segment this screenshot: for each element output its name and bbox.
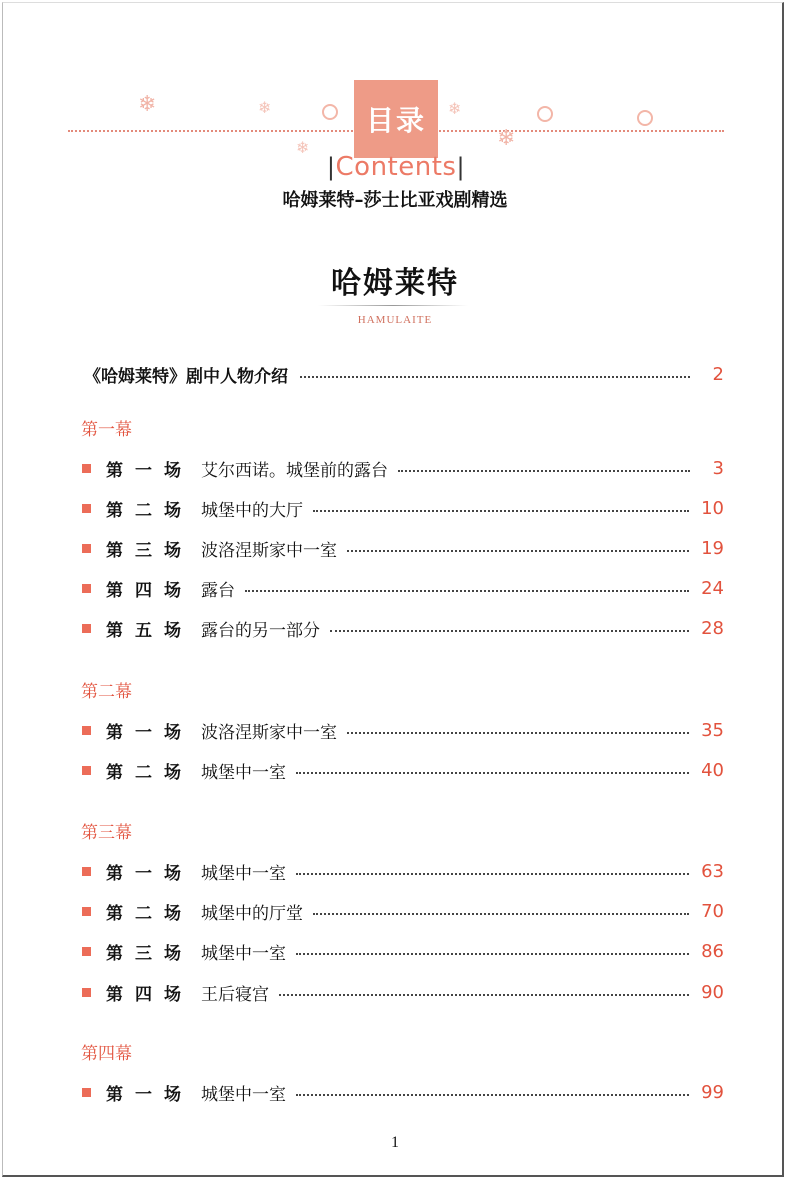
snowflake-icon: ❄ bbox=[497, 126, 516, 151]
dot-leader bbox=[313, 510, 689, 512]
toc-page-number: 2 bbox=[712, 363, 724, 385]
toc-row-scene[interactable] bbox=[80, 938, 724, 964]
scene-number: 第四场 bbox=[106, 580, 193, 601]
scene-number: 第一场 bbox=[106, 722, 193, 743]
scene-title: 城堡中的大厅 bbox=[201, 500, 303, 521]
scene-number: 第二场 bbox=[106, 903, 193, 924]
scene-title: 艾尔西诺。城堡前的露台 bbox=[201, 460, 388, 481]
play-title-romanized: HAMULAITE bbox=[357, 314, 433, 326]
dot-leader bbox=[296, 873, 689, 875]
scene-number: 第四场 bbox=[106, 984, 193, 1005]
bullet-icon bbox=[82, 867, 91, 876]
toc-page-number: 70 bbox=[701, 900, 724, 922]
play-title: 哈姆莱特 bbox=[331, 266, 459, 301]
bullet-icon bbox=[82, 907, 91, 916]
toc-page-number: 40 bbox=[701, 759, 724, 781]
scene-title: 城堡中一室 bbox=[201, 863, 286, 884]
book-subtitle: 哈姆莱特–莎士比亚戏剧精选 bbox=[282, 190, 508, 211]
act-label: 第三幕 bbox=[81, 823, 132, 843]
toc-row-scene[interactable] bbox=[80, 858, 724, 884]
toc-row-scene[interactable] bbox=[80, 717, 724, 743]
dot-leader bbox=[398, 470, 690, 472]
toc-page-number: 28 bbox=[701, 617, 724, 639]
bullet-icon bbox=[82, 544, 91, 553]
bullet-icon bbox=[82, 947, 91, 956]
contents-heading bbox=[318, 152, 474, 182]
contents-label: Contents bbox=[335, 152, 457, 182]
snowflake-icon: ❄ bbox=[138, 92, 157, 117]
scene-number: 第一场 bbox=[106, 863, 193, 884]
snowflake-icon: ❄ bbox=[258, 98, 272, 117]
dot-leader bbox=[347, 550, 689, 552]
bullet-icon bbox=[82, 464, 91, 473]
toc-heading: 目录 bbox=[365, 104, 426, 137]
toc-page-number: 90 bbox=[701, 981, 724, 1003]
dot-leader bbox=[279, 994, 689, 996]
scene-title: 王后寝宫 bbox=[201, 984, 269, 1005]
scene-number: 第二场 bbox=[106, 500, 193, 521]
bullet-icon bbox=[82, 584, 91, 593]
bullet-icon bbox=[82, 766, 91, 775]
toc-page-number: 3 bbox=[712, 457, 724, 479]
toc-row-scene[interactable] bbox=[80, 575, 724, 601]
scene-title: 城堡中一室 bbox=[201, 943, 286, 964]
toc-page-number: 24 bbox=[701, 577, 724, 599]
toc-row-scene[interactable] bbox=[80, 495, 724, 521]
snowflake-icon: ❄ bbox=[296, 138, 310, 157]
bullet-icon bbox=[82, 988, 91, 997]
dot-leader bbox=[300, 376, 690, 378]
dot-leader bbox=[296, 772, 689, 774]
scene-number: 第二场 bbox=[106, 762, 193, 783]
toc-row-scene[interactable] bbox=[80, 455, 724, 481]
scene-title: 波洛涅斯家中一室 bbox=[201, 722, 337, 743]
toc-row-scene[interactable] bbox=[80, 898, 724, 924]
dot-leader bbox=[347, 732, 689, 734]
scene-title: 城堡中的厅堂 bbox=[201, 903, 303, 924]
act-label: 第一幕 bbox=[81, 420, 132, 440]
toc-page-number: 86 bbox=[701, 940, 724, 962]
toc-row-scene[interactable] bbox=[80, 615, 724, 641]
snowflake-icon: ❄ bbox=[448, 99, 462, 118]
scene-title: 城堡中一室 bbox=[201, 1084, 286, 1105]
dot-leader bbox=[296, 1094, 689, 1096]
scene-title: 露台的另一部分 bbox=[201, 620, 320, 641]
toc-page-number: 19 bbox=[701, 537, 724, 559]
dot-leader bbox=[330, 630, 689, 632]
toc-page-number: 63 bbox=[701, 860, 724, 882]
toc-intro-title: 《哈姆莱特》剧中人物介绍 bbox=[84, 366, 288, 387]
scene-number: 第三场 bbox=[106, 943, 193, 964]
separator-right: | bbox=[456, 153, 466, 181]
toc-row-intro[interactable] bbox=[80, 361, 724, 387]
act-label: 第二幕 bbox=[81, 682, 132, 702]
toc-row-scene[interactable] bbox=[80, 757, 724, 783]
toc-heading-box bbox=[354, 80, 438, 158]
scene-number: 第一场 bbox=[106, 460, 193, 481]
circle-ornament-icon bbox=[537, 106, 553, 122]
scene-number: 第五场 bbox=[106, 620, 193, 641]
separator-left: | bbox=[326, 153, 336, 181]
dot-leader bbox=[313, 913, 689, 915]
page-number: 1 bbox=[391, 1134, 399, 1151]
toc-page-number: 99 bbox=[701, 1081, 724, 1103]
bullet-icon bbox=[82, 624, 91, 633]
dot-leader bbox=[296, 953, 689, 955]
scene-number: 第一场 bbox=[106, 1084, 193, 1105]
toc-page-number: 35 bbox=[701, 719, 724, 741]
scene-title: 城堡中一室 bbox=[201, 762, 286, 783]
circle-ornament-icon bbox=[637, 110, 653, 126]
bullet-icon bbox=[82, 504, 91, 513]
scene-title: 露台 bbox=[201, 580, 235, 601]
toc-page-number: 10 bbox=[701, 497, 724, 519]
scene-number: 第三场 bbox=[106, 540, 193, 561]
circle-ornament-icon bbox=[322, 104, 338, 120]
bullet-icon bbox=[82, 1088, 91, 1097]
act-label: 第四幕 bbox=[81, 1044, 132, 1064]
title-underline bbox=[318, 305, 468, 306]
bullet-icon bbox=[82, 726, 91, 735]
toc-row-scene[interactable] bbox=[80, 1079, 724, 1105]
scene-title: 波洛涅斯家中一室 bbox=[201, 540, 337, 561]
toc-row-scene[interactable] bbox=[80, 979, 724, 1005]
toc-row-scene[interactable] bbox=[80, 535, 724, 561]
dot-leader bbox=[245, 590, 689, 592]
